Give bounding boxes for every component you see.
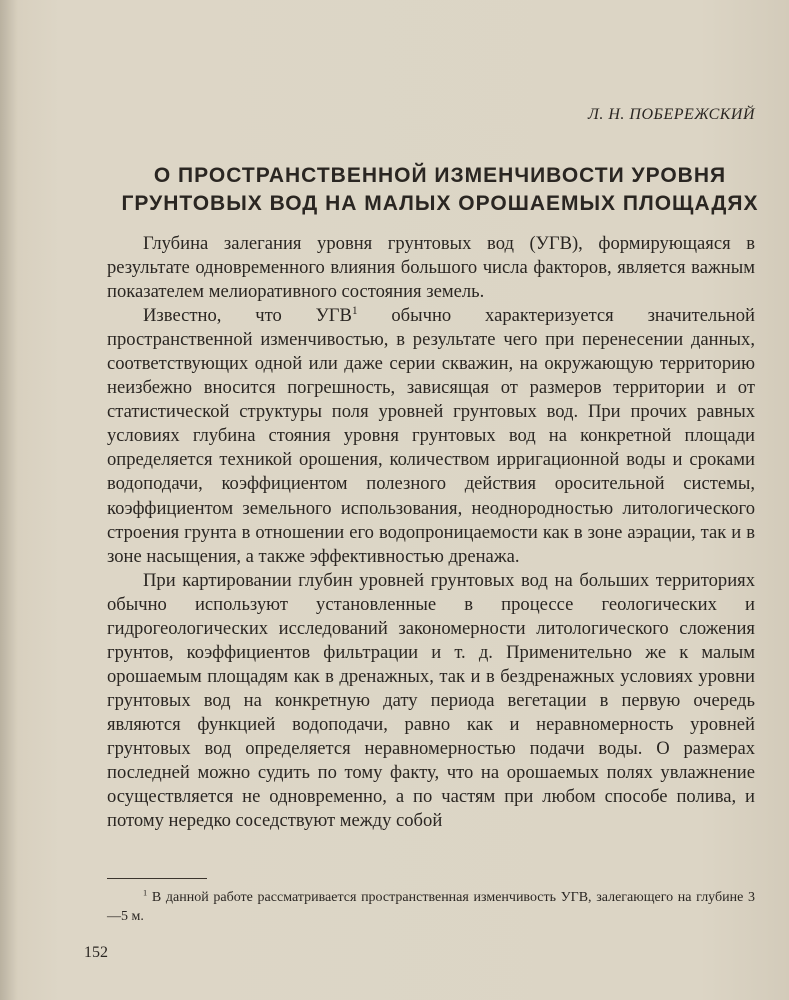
footnote-mark: 1 [143,888,148,898]
paragraph-2-rest: обычно характеризуется значительной пространственной изменчивостью, в результате чего при перенесении данных, соответствующих одной или даже серии скважин, на окружающую территорию неизбежно вносится погрешность, зависящая от размеров территории и от статистической структуры поля уровней грунтовых вод. При прочих равных условиях глубина стояния уровня грунтовых вод на конкретной площади определяется техникой орошения, количеством ирригационной воды и сроками водоподачи, коэффициентом полезного действия оросительной системы, коэффициентом земельного использования, неоднородностью литологического строения грунта в отношении его водопроницаемости как в зоне аэрации, так и в зоне насыщения, а также эффективностью дренажа. [107,305,756,567]
title-line-1: О ПРОСТРАНСТВЕННОЙ ИЗМЕНЧИВОСТИ УРОВНЯ [153,164,727,187]
author-name: Л. Н. ПОБЕРЕЖСКИЙ [588,106,755,123]
article-body [107,232,755,833]
paragraph-1: Глубина залегания уровня грунтовых вод (УГВ), формирующаяся в результате одновременного влияния большого числа факторов, является важным показателем мелиоративного состояния земель. [107,233,755,303]
footnote-text: В данной работе рассматривается пространственная изменчивость УГВ, залегающего на глубине 3—5 м. [107,890,755,924]
footnote-reference: 1 [351,304,358,317]
paragraph-2 [107,304,755,569]
page-number: 152 [84,944,108,961]
article-title [100,162,780,218]
paragraph-2-start: Известно, что УГВ [143,305,352,327]
title-line-2: ГРУНТОВЫХ ВОД НА МАЛЫХ ОРОШАЕМЫХ ПЛОЩАДЯХ [121,192,759,215]
footnote-divider [107,878,207,879]
footnote [107,888,755,926]
paragraph-3: При картировании глубин уровней грунтовых вод на больших территориях обычно используют установленные в процессе геологических и гидрогеологических исследований закономерности литологического сложения грунтов, коэффициентов фильтрации и т. д. Применительно же к малым орошаемым площадям как в дренажных, так и в бездренажных условиях уровни грунтовых вод на конкретную дату периода вегетации в первую очередь являются функцией водоподачи, равно как и неравномерность уровней грунтовых вод определяется неравномерностью подачи воды. О размерах последней можно судить по тому факту, что на орошаемых полях увлажнение осуществляется не одновременно, а по частям при любом способе полива, и потому нередко соседствуют между собой [107,569,755,832]
